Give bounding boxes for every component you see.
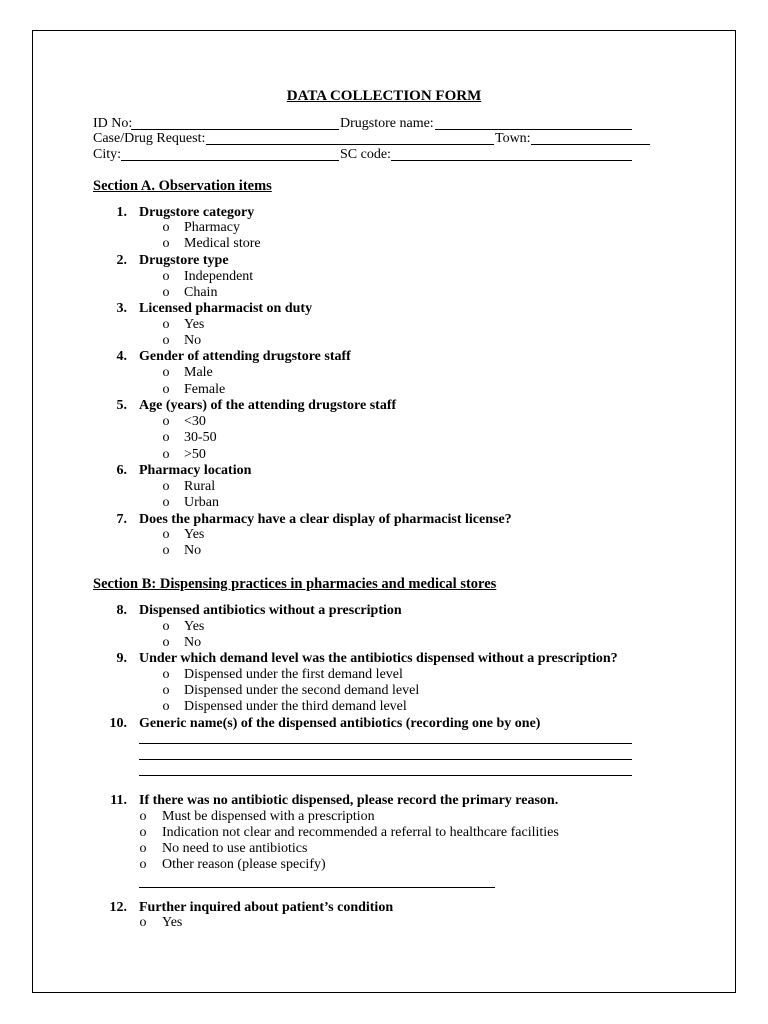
question-text: Age (years) of the attending drugstore staff — [139, 398, 397, 413]
option-bullet[interactable]: o — [162, 269, 170, 284]
section-a-heading: Section A. Observation items — [93, 178, 272, 194]
antibiotic-name-line[interactable] — [139, 743, 632, 744]
option-bullet[interactable]: o — [162, 236, 170, 251]
option-bullet[interactable]: o — [139, 857, 147, 872]
question-text: Does the pharmacy have a clear display of pharmacist license? — [139, 512, 512, 527]
option-bullet[interactable]: o — [162, 667, 170, 682]
sc-code-field[interactable] — [391, 160, 632, 161]
sc-code-label: SC code: — [340, 147, 391, 162]
option-label: No — [184, 635, 202, 650]
case-drug-request-field[interactable] — [206, 144, 494, 145]
option-bullet[interactable]: o — [162, 317, 170, 332]
option-bullet[interactable]: o — [162, 543, 170, 558]
drugstore-name-label: Drugstore name: — [340, 116, 434, 131]
option-bullet[interactable]: o — [162, 495, 170, 510]
town-field[interactable] — [531, 144, 650, 145]
question-text: Under which demand level was the antibiotics dispensed without a prescription? — [139, 651, 618, 666]
option-label: Other reason (please specify) — [162, 857, 326, 872]
question-number: 1. — [116, 205, 127, 220]
question-text: Gender of attending drugstore staff — [139, 349, 351, 364]
option-bullet[interactable]: o — [162, 635, 170, 650]
option-label: No need to use antibiotics — [162, 841, 308, 856]
option-label: Male — [184, 365, 213, 380]
option-bullet[interactable]: o — [162, 333, 170, 348]
option-bullet[interactable]: o — [162, 683, 170, 698]
question-number: 9. — [116, 651, 127, 666]
case-drug-request-label: Case/Drug Request: — [93, 131, 206, 146]
id-no-label: ID No: — [93, 116, 133, 131]
option-bullet[interactable]: o — [162, 699, 170, 714]
option-bullet[interactable]: o — [162, 447, 170, 462]
id-no-field[interactable] — [131, 129, 339, 130]
question-text: Dispensed antibiotics without a prescription — [139, 603, 402, 618]
question-number: 6. — [116, 463, 127, 478]
option-label: Pharmacy — [184, 220, 240, 235]
option-label: No — [184, 543, 202, 558]
question-number: 12. — [109, 900, 127, 915]
question-number: 8. — [116, 603, 127, 618]
option-label: Dispensed under the second demand level — [184, 683, 420, 698]
option-label: Yes — [184, 619, 205, 634]
city-label: City: — [93, 147, 122, 162]
option-label: <30 — [184, 414, 206, 429]
question-text: Drugstore category — [139, 205, 255, 220]
option-label: Yes — [162, 915, 183, 930]
antibiotic-name-line[interactable] — [139, 759, 632, 760]
section-b-heading: Section B: Dispensing practices in pharmacies and medical stores — [93, 576, 497, 592]
option-bullet[interactable]: o — [162, 365, 170, 380]
question-number: 3. — [116, 301, 127, 316]
option-label: Must be dispensed with a prescription — [162, 809, 375, 824]
question-text: Further inquired about patient’s condition — [139, 900, 394, 915]
question-number: 11. — [110, 793, 127, 808]
question-text: Pharmacy location — [139, 463, 252, 478]
other-reason-field[interactable] — [139, 887, 495, 888]
town-label: Town: — [495, 131, 531, 146]
form-title: DATA COLLECTION FORM — [286, 88, 482, 104]
city-field[interactable] — [121, 160, 339, 161]
question-number: 7. — [116, 512, 127, 527]
option-label: Dispensed under the first demand level — [184, 667, 403, 682]
option-bullet[interactable]: o — [162, 479, 170, 494]
option-label: 30-50 — [184, 430, 217, 445]
option-label: Chain — [184, 285, 218, 300]
option-label: No — [184, 333, 202, 348]
option-label: Medical store — [184, 236, 261, 251]
question-text: If there was no antibiotic dispensed, please record the primary reason. — [139, 793, 559, 808]
option-bullet[interactable]: o — [162, 619, 170, 634]
option-bullet[interactable]: o — [162, 382, 170, 397]
question-number: 5. — [116, 398, 127, 413]
option-bullet[interactable]: o — [162, 414, 170, 429]
question-text: Drugstore type — [139, 253, 229, 268]
option-label: Rural — [184, 479, 216, 494]
drugstore-name-field[interactable] — [435, 129, 632, 130]
option-label: Yes — [184, 527, 205, 542]
option-bullet[interactable]: o — [139, 809, 147, 824]
option-label: >50 — [184, 447, 206, 462]
question-text: Licensed pharmacist on duty — [139, 301, 313, 316]
option-bullet[interactable]: o — [162, 220, 170, 235]
option-label: Yes — [184, 317, 205, 332]
question-number: 4. — [116, 349, 127, 364]
option-label: Independent — [184, 269, 254, 284]
antibiotic-name-line[interactable] — [139, 775, 632, 776]
option-bullet[interactable]: o — [139, 915, 147, 930]
question-number: 2. — [116, 253, 127, 268]
option-bullet[interactable]: o — [139, 841, 147, 856]
question-number: 10. — [109, 716, 127, 731]
option-bullet[interactable]: o — [139, 825, 147, 840]
option-label: Indication not clear and recommended a referral to healthcare facilities — [162, 825, 559, 840]
option-bullet[interactable]: o — [162, 430, 170, 445]
option-bullet[interactable]: o — [162, 527, 170, 542]
option-label: Urban — [184, 495, 219, 510]
option-bullet[interactable]: o — [162, 285, 170, 300]
question-text: Generic name(s) of the dispensed antibiotics (recording one by one) — [139, 716, 541, 731]
option-label: Female — [184, 382, 226, 397]
option-label: Dispensed under the third demand level — [184, 699, 407, 714]
